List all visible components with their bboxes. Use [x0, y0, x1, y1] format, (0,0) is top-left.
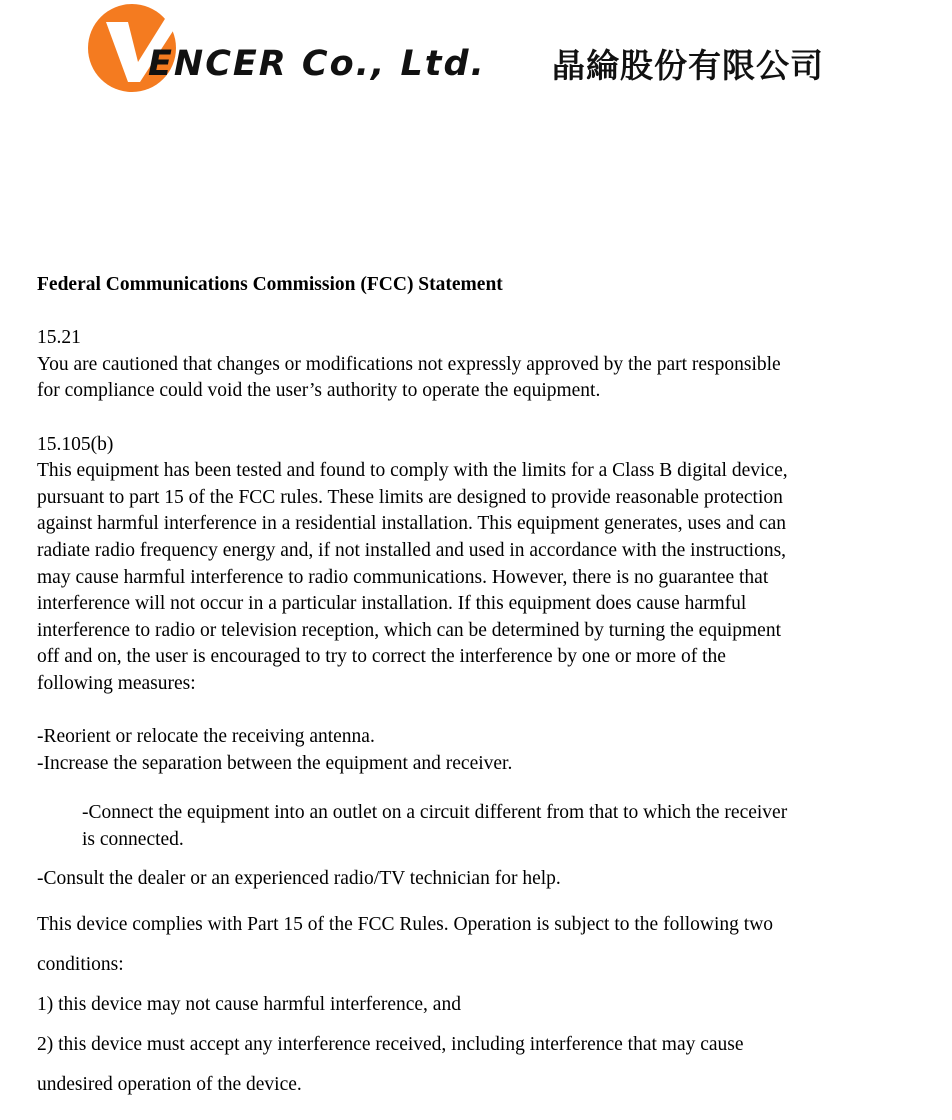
- compliance-statement: [37, 905, 937, 1105]
- compliance-line: This device complies with Part 15 of the FCC Rules. Operation is subject to the following two: [37, 914, 774, 936]
- section-15-105b-line: following measures:: [37, 672, 196, 694]
- condition-2-cont: undesired operation of the device.: [37, 1074, 302, 1096]
- logo-company-name: ENCER Co., Ltd.: [148, 44, 486, 84]
- section-15-105b-line: against harmful interference in a residential installation. This equipment generates, uses and can: [37, 513, 787, 535]
- section-15-21-line: for compliance could void the user’s authority to operate the equipment.: [37, 380, 601, 402]
- document-title: Federal Communications Commission (FCC) Statement: [37, 274, 503, 295]
- logo-chinese-name: 晶綸股份有限公司: [552, 46, 824, 85]
- section-15-105b-line: radiate radio frequency energy and, if not installed and used in accordance with the instructions,: [37, 539, 787, 561]
- measure-increase-separation: -Increase the separation between the equipment and receiver.: [37, 752, 513, 774]
- section-15-105b-line: This equipment has been tested and found to comply with the limits for a Class B digital device,: [37, 460, 788, 482]
- condition-2: 2) this device must accept any interference received, including interference that may cause: [37, 1034, 744, 1056]
- measure-connect-outlet: -Connect the equipment into an outlet on a circuit different from that to which the receiver: [82, 802, 788, 824]
- compliance-line: conditions:: [37, 954, 124, 976]
- section-15-105b-line: may cause harmful interference to radio communications. However, there is no guarantee that: [37, 566, 769, 588]
- measure-reorient: -Reorient or relocate the receiving antenna.: [37, 726, 375, 748]
- section-15-105b-line: pursuant to part 15 of the FCC rules. These limits are designed to provide reasonable protection: [37, 486, 783, 508]
- section-15-105b-line: interference to radio or television reception, which can be determined by turning the equipment: [37, 619, 781, 641]
- section-15-105b-line: interference will not occur in a particular installation. If this equipment does cause harmful: [37, 593, 747, 615]
- section-15-105b-heading: 15.105(b): [37, 433, 114, 455]
- measure-consult-dealer: -Consult the dealer or an experienced radio/TV technician for help.: [37, 868, 561, 890]
- section-15-21-line: You are cautioned that changes or modifications not expressly approved by the part responsible: [37, 353, 781, 375]
- section-15-21-heading: 15.21: [37, 327, 81, 349]
- fcc-statement: [37, 272, 937, 1105]
- measure-connect-outlet-cont: is connected.: [82, 828, 184, 850]
- condition-1: 1) this device may not cause harmful interference, and: [37, 994, 461, 1016]
- company-header: [88, 4, 908, 94]
- section-15-105b-line: off and on, the user is encouraged to try to correct the interference by one or more of the: [37, 646, 726, 668]
